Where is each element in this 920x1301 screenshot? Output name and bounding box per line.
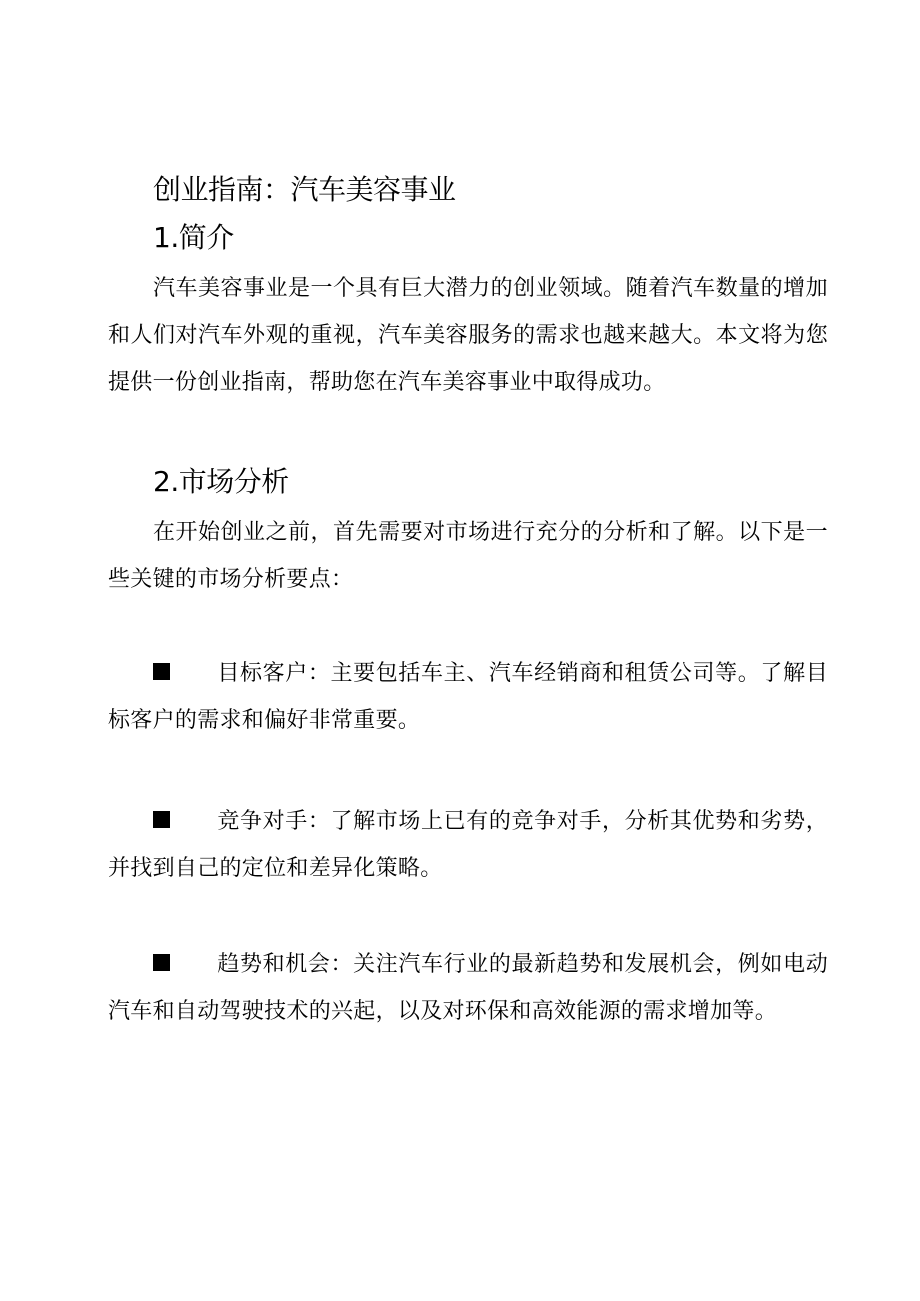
section-heading-market-analysis: 2.市场分析 xyxy=(153,465,289,498)
bullet-text: 趋势和机会：关注汽车行业的最新趋势和发展机会，例如电动汽车和自动驾驶技术的兴起，以及对环保和高效能源的需求增加等。 xyxy=(108,952,828,1024)
market-analysis-paragraph: 在开始创业之前，首先需要对市场进行充分的分析和了解。以下是一些关键的市场分析要点： xyxy=(108,520,828,592)
section-heading-intro: 1.简介 xyxy=(153,221,234,254)
bullet-square-icon xyxy=(153,954,170,971)
bullet-item-competitors xyxy=(108,798,828,892)
bullet-square-icon xyxy=(153,663,170,680)
document-title: 创业指南：汽车美容事业 xyxy=(153,173,456,206)
bullet-item-trends-opportunities xyxy=(108,941,828,1035)
bullet-text: 竞争对手：了解市场上已有的竞争对手，分析其优势和劣势，并找到自己的定位和差异化策略。 xyxy=(108,809,828,881)
intro-paragraph: 汽车美容事业是一个具有巨大潜力的创业领域。随着汽车数量的增加和人们对汽车外观的重视，汽车美容服务的需求也越来越大。本文将为您提供一份创业指南，帮助您在汽车美容事业中取得成功。 xyxy=(108,276,828,395)
bullet-item-target-customers xyxy=(108,650,828,744)
bullet-square-icon xyxy=(153,811,170,828)
bullet-text: 目标客户：主要包括车主、汽车经销商和租赁公司等。了解目标客户的需求和偏好非常重要。 xyxy=(108,661,828,733)
